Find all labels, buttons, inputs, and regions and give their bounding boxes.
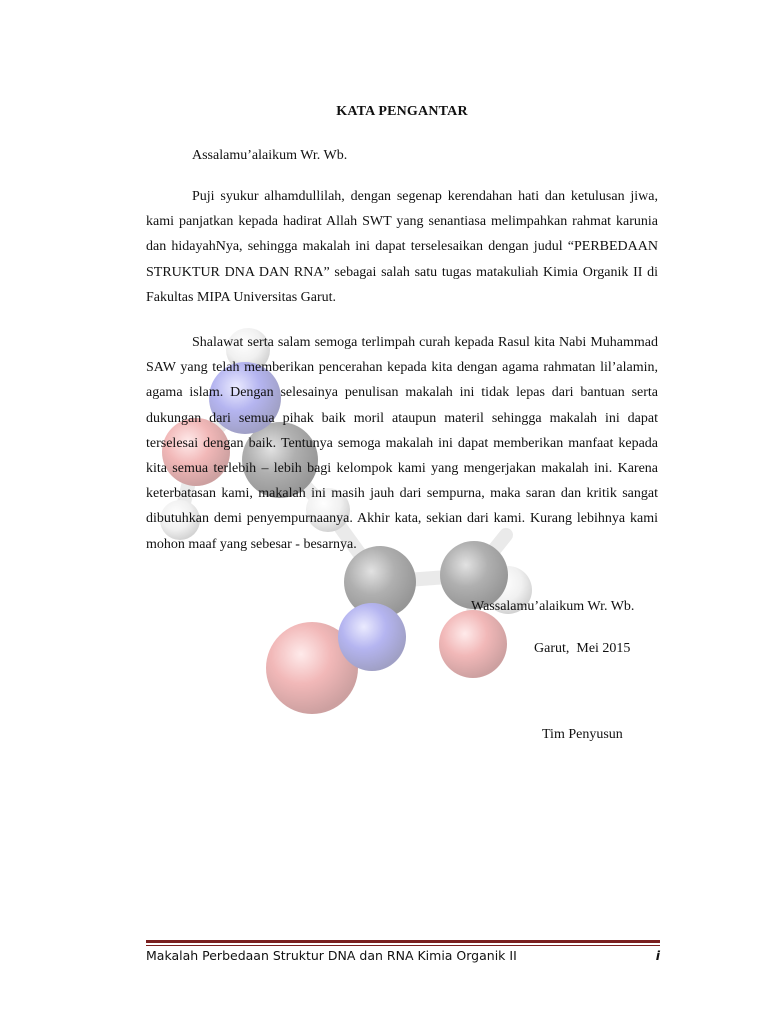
place-and-date: Garut, Mei 2015 xyxy=(534,641,631,656)
page-number: i xyxy=(655,948,660,963)
paragraph-acknowledgement: Shalawat serta salam semoga terlimpah curah kepada Rasul kita Nabi Muhammad SAW yang telah memberikan pencerahan kepada kita dengan agama rahmatan lil’alamin, agama islam. Dengan selesainya penulisan makalah ini tidak lepas dari bantuan serta dukungan dari semua pihak baik moril ataupun materil sehingga makalah ini dapat terselesai dengan baik. Tentunya semoga makalah ini dapat memberikan manfaat kepada kita semua terlebih – lebih bagi kelompok kami yang mengerjakan makalah ini. Karena keterbatasan kami, makalah ini masih jauh dari sempurna, maka saran dan kritik sangat dibutuhkan demi penyempurnaanya. Akhir kata, sekian dari kami. Kurang lebihnya kami mohon maaf yang sebesar - besarnya. xyxy=(146,335,658,552)
opening-greeting: Assalamu’alaikum Wr. Wb. xyxy=(192,148,348,163)
footer-divider xyxy=(146,940,660,943)
footer-title: Makalah Perbedaan Struktur DNA dan RNA Kimia Organik II xyxy=(146,948,517,963)
page-title: KATA PENGANTAR xyxy=(336,104,468,119)
paragraph-gratitude: Puji syukur alhamdullilah, dengan segenap kerendahan hati dan ketulusan jiwa, kami panjatkan kepada hadirat Allah SWT yang senantiasa melimpahkan rahmat karunia dan hidayahNya, sehingga makalah ini dapat terselesaikan dengan judul “PERBEDAAN STRUKTUR DNA DAN RNA” sebagai salah satu tugas matakuliah Kimia Organik II di Fakultas MIPA Universitas Garut. xyxy=(146,189,658,305)
footer-divider-thin xyxy=(146,945,660,946)
closing-greeting: Wassalamu’alaikum Wr. Wb. xyxy=(471,599,635,614)
signature-name: Tim Penyusun xyxy=(542,727,623,742)
